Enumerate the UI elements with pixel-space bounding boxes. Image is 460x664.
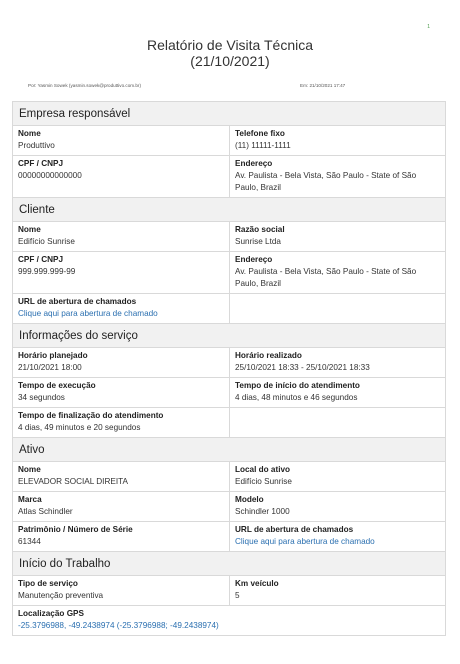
field-label: Localização GPS <box>18 609 84 618</box>
field-ativo-modelo <box>229 492 445 521</box>
empty-cell <box>229 294 445 323</box>
field-label: Endereço <box>235 255 273 264</box>
table-row <box>13 126 445 156</box>
section-header-cliente: Cliente <box>13 198 445 222</box>
field-value: 5 <box>235 591 240 600</box>
field-ativo-patrimonio <box>13 522 229 551</box>
field-cliente-cpf <box>13 252 229 293</box>
field-label: Nome <box>18 465 41 474</box>
field-label: Tempo de finalização do atendimento <box>18 411 164 420</box>
field-value: 25/10/2021 18:33 - 25/10/2021 18:33 <box>235 363 370 372</box>
field-value: Manutenção preventiva <box>18 591 104 600</box>
field-empresa-endereco <box>229 156 445 197</box>
field-ativo-local <box>229 462 445 491</box>
report-body <box>12 101 446 636</box>
field-value: 21/10/2021 18:00 <box>18 363 82 372</box>
gps-link[interactable]: -25.3796988, -49.2438974 (-25.3796988; -49.2438974) <box>18 621 219 630</box>
table-row <box>13 462 445 492</box>
empty-cell <box>229 408 445 437</box>
field-label: Km veículo <box>235 579 279 588</box>
table-row <box>13 576 445 606</box>
table-row <box>13 252 445 294</box>
field-tempo-finalizacao <box>13 408 229 437</box>
field-label: Telefone fixo <box>235 129 285 138</box>
field-label: Marca <box>18 495 42 504</box>
table-row <box>13 294 445 324</box>
table-row <box>13 492 445 522</box>
field-value: Sunrise Ltda <box>235 237 281 246</box>
report-author: Por: Yasmin Sowek (yasmin.sowek@produttivo.com.br) <box>28 83 141 88</box>
field-horario-planejado <box>13 348 229 377</box>
field-cliente-nome <box>13 222 229 251</box>
section-header-servico: Informações do serviço <box>13 324 445 348</box>
field-value: Atlas Schindler <box>18 507 73 516</box>
table-row <box>13 156 445 198</box>
field-ativo-marca <box>13 492 229 521</box>
field-tempo-execucao <box>13 378 229 407</box>
field-value: 999.999.999-99 <box>18 267 76 276</box>
field-label: Tempo de execução <box>18 381 96 390</box>
field-value: 4 dias, 49 minutos e 20 segundos <box>18 423 141 432</box>
open-ticket-link[interactable]: Clique aqui para abertura de chamado <box>18 309 158 318</box>
field-localizacao-gps <box>13 606 445 635</box>
field-value: Produttivo <box>18 141 55 150</box>
field-label: Tempo de início do atendimento <box>235 381 360 390</box>
table-row <box>13 606 445 636</box>
field-label: Endereço <box>235 159 273 168</box>
field-label: URL de abertura de chamados <box>18 297 137 306</box>
field-value: 00000000000000 <box>18 171 82 180</box>
field-value: Edifício Sunrise <box>235 477 292 486</box>
section-header-trabalho: Início do Trabalho <box>13 552 445 576</box>
page-number: 1 <box>427 24 430 30</box>
title-line-2: (21/10/2021) <box>190 53 270 69</box>
table-row <box>13 522 445 552</box>
section-header-ativo: Ativo <box>13 438 445 462</box>
field-tempo-inicio <box>229 378 445 407</box>
field-ativo-nome <box>13 462 229 491</box>
field-value: 61344 <box>18 537 41 546</box>
table-row <box>13 222 445 252</box>
field-value: 34 segundos <box>18 393 65 402</box>
field-tipo-servico <box>13 576 229 605</box>
page-title <box>0 37 460 69</box>
field-label: Horário realizado <box>235 351 302 360</box>
field-label: Modelo <box>235 495 264 504</box>
section-header-empresa: Empresa responsável <box>13 102 445 126</box>
report-issued-date: Em: 21/10/2021 17:47 <box>300 83 346 88</box>
field-value: 4 dias, 48 minutos e 46 segundos <box>235 393 358 402</box>
field-value: Schindler 1000 <box>235 507 290 516</box>
field-cliente-url <box>13 294 229 323</box>
field-label: Horário planejado <box>18 351 88 360</box>
field-label: Tipo de serviço <box>18 579 78 588</box>
table-row <box>13 378 445 408</box>
field-value: Edifício Sunrise <box>18 237 75 246</box>
field-empresa-nome <box>13 126 229 155</box>
field-horario-realizado <box>229 348 445 377</box>
field-value: (11) 11111-1111 <box>235 141 291 150</box>
table-row <box>13 408 445 438</box>
field-value: ELEVADOR SOCIAL DIREITA <box>18 477 128 486</box>
field-empresa-cpf <box>13 156 229 197</box>
field-label: URL de abertura de chamados <box>235 525 354 534</box>
field-value: Av. Paulista - Bela Vista, São Paulo - State of São Paulo, Brazil <box>235 267 417 288</box>
field-label: Nome <box>18 225 41 234</box>
field-label: Patrimônio / Número de Série <box>18 525 133 534</box>
field-empresa-telefone <box>229 126 445 155</box>
field-label: CPF / CNPJ <box>18 159 64 168</box>
field-cliente-razao <box>229 222 445 251</box>
field-value: Av. Paulista - Bela Vista, São Paulo - State of São Paulo, Brazil <box>235 171 417 192</box>
table-row <box>13 348 445 378</box>
field-label: Nome <box>18 129 41 138</box>
title-line-1: Relatório de Visita Técnica <box>146 37 314 53</box>
field-cliente-endereco <box>229 252 445 293</box>
field-ativo-url <box>229 522 445 551</box>
field-label: Local do ativo <box>235 465 291 474</box>
open-ticket-link[interactable]: Clique aqui para abertura de chamado <box>235 537 375 546</box>
field-km-veiculo <box>229 576 445 605</box>
field-label: Razão social <box>235 225 285 234</box>
field-label: CPF / CNPJ <box>18 255 64 264</box>
